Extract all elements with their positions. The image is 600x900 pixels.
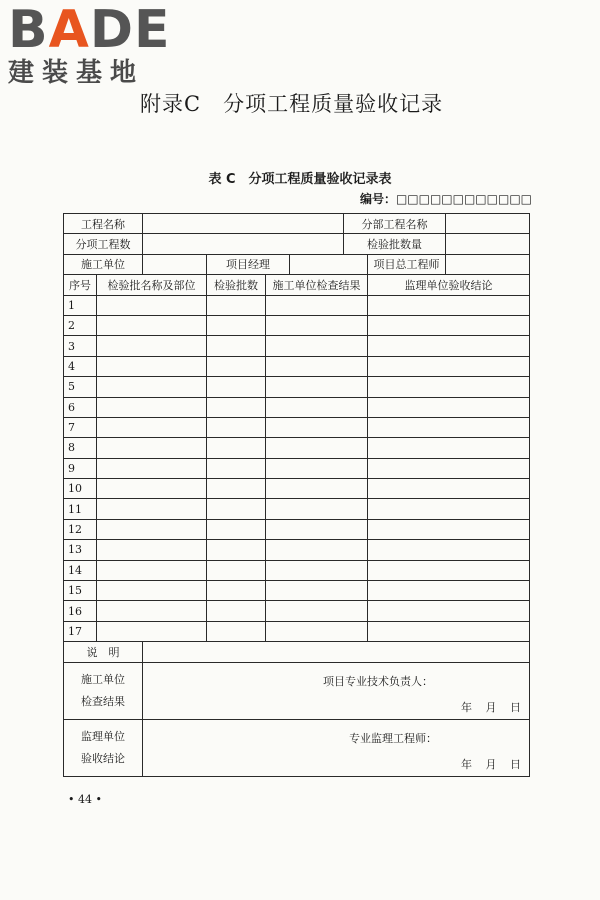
col-header-batch-name: 检验批名称及部位 xyxy=(97,275,207,295)
supervisor-conclusion-cell xyxy=(368,377,530,397)
contractor-result-cell xyxy=(266,336,368,356)
table-row xyxy=(64,458,530,478)
row-number: 14 xyxy=(64,560,97,580)
contractor-result-cell xyxy=(266,356,368,376)
batch-name-cell xyxy=(97,560,207,580)
col-header-contractor-result: 施工单位检查结果 xyxy=(266,275,368,295)
supervisor-conclusion-cell xyxy=(368,621,530,641)
batch-count-cell xyxy=(207,560,266,580)
contractor-result-cell xyxy=(266,560,368,580)
batch-count-cell xyxy=(207,397,266,417)
batch-count-label: 检验批数量 xyxy=(344,234,446,254)
batch-count-cell xyxy=(207,601,266,621)
table-row xyxy=(64,519,530,539)
table-row xyxy=(64,560,530,580)
supervisor-conclusion-cell xyxy=(368,295,530,315)
contractor-result-cell xyxy=(266,458,368,478)
batch-name-cell xyxy=(97,601,207,621)
supervisor-conclusion-cell xyxy=(368,581,530,601)
table-row xyxy=(64,417,530,437)
batch-name-cell xyxy=(97,458,207,478)
row-number: 3 xyxy=(64,336,97,356)
supervisor-conclusion-cell xyxy=(368,601,530,621)
batch-count-value xyxy=(446,234,530,254)
row-number: 6 xyxy=(64,397,97,417)
supervisor-engineer-signature: 专业监理工程师： xyxy=(349,732,437,746)
batch-count-cell xyxy=(207,581,266,601)
row-number: 4 xyxy=(64,356,97,376)
row-number: 15 xyxy=(64,581,97,601)
batch-name-cell xyxy=(97,621,207,641)
batch-count-cell xyxy=(207,377,266,397)
contractor-result-cell xyxy=(266,621,368,641)
contractor-check-box xyxy=(143,663,530,720)
code-label: 编号：□□□□□□□□□□□□ xyxy=(359,192,532,206)
subitem-count-label: 分项工程数 xyxy=(64,234,143,254)
contractor-tech-lead-signature: 项目专业技术负责人： xyxy=(323,675,433,689)
batch-count-cell xyxy=(207,336,266,356)
project-name-label: 工程名称 xyxy=(64,214,143,234)
subpart-name-value xyxy=(446,214,530,234)
supervisor-conclusion-cell xyxy=(368,479,530,499)
inspection-record-table xyxy=(63,213,530,777)
batch-count-cell xyxy=(207,356,266,376)
supervisor-conclusion-cell xyxy=(368,540,530,560)
supervisor-accept-label-line2: 验收结论 xyxy=(81,752,125,766)
supervisor-accept-date: 年 月 日 xyxy=(461,758,521,772)
project-name-value xyxy=(143,214,344,234)
project-manager-label: 项目经理 xyxy=(207,254,290,274)
chief-engineer-label: 项目总工程师 xyxy=(368,254,446,274)
table-row xyxy=(64,336,530,356)
batch-name-cell xyxy=(97,377,207,397)
supervisor-accept-box xyxy=(143,720,530,777)
row-number: 13 xyxy=(64,540,97,560)
table-row xyxy=(64,540,530,560)
supervisor-conclusion-cell xyxy=(368,458,530,478)
supervisor-conclusion-cell xyxy=(368,417,530,437)
batch-count-cell xyxy=(207,499,266,519)
batch-name-cell xyxy=(97,499,207,519)
col-header-seq: 序号 xyxy=(64,275,97,295)
contractor-result-cell xyxy=(266,479,368,499)
batch-count-cell xyxy=(207,295,266,315)
batch-count-cell xyxy=(207,315,266,335)
batch-name-cell xyxy=(97,438,207,458)
contractor-result-cell xyxy=(266,315,368,335)
contractor-check-label-line2: 检查结果 xyxy=(81,695,125,709)
contractor-result-cell xyxy=(266,417,368,437)
supervisor-conclusion-cell xyxy=(368,560,530,580)
row-number: 16 xyxy=(64,601,97,621)
supervisor-conclusion-cell xyxy=(368,336,530,356)
supervisor-accept-label xyxy=(64,720,143,777)
batch-count-cell xyxy=(207,417,266,437)
page-number: • 44 • xyxy=(68,793,102,806)
supervisor-conclusion-cell xyxy=(368,499,530,519)
batch-count-cell xyxy=(207,458,266,478)
table-row xyxy=(64,377,530,397)
contractor-value xyxy=(143,254,207,274)
batch-name-cell xyxy=(97,356,207,376)
table-row xyxy=(64,356,530,376)
table-row xyxy=(64,601,530,621)
batch-name-cell xyxy=(97,397,207,417)
project-manager-value xyxy=(290,254,368,274)
supervisor-conclusion-cell xyxy=(368,438,530,458)
logo-wordmark: BADE xyxy=(8,0,171,60)
batch-name-cell xyxy=(97,295,207,315)
col-header-supervisor-conclusion: 监理单位验收结论 xyxy=(368,275,530,295)
contractor-result-cell xyxy=(266,540,368,560)
batch-count-cell xyxy=(207,621,266,641)
row-number: 7 xyxy=(64,417,97,437)
subpart-name-label: 分部工程名称 xyxy=(344,214,446,234)
logo xyxy=(8,0,171,88)
contractor-result-cell xyxy=(266,377,368,397)
table-row xyxy=(64,499,530,519)
batch-name-cell xyxy=(97,479,207,499)
batch-count-cell xyxy=(207,438,266,458)
batch-name-cell xyxy=(97,336,207,356)
contractor-check-date: 年 月 日 xyxy=(461,701,521,715)
batch-count-cell xyxy=(207,479,266,499)
note-value xyxy=(143,642,530,663)
contractor-result-cell xyxy=(266,438,368,458)
row-number: 12 xyxy=(64,519,97,539)
batch-name-cell xyxy=(97,315,207,335)
supervisor-conclusion-cell xyxy=(368,397,530,417)
note-label: 说 明 xyxy=(64,642,143,663)
col-header-batch-count: 检验批数 xyxy=(207,275,266,295)
row-number: 17 xyxy=(64,621,97,641)
chief-engineer-value xyxy=(446,254,530,274)
table-title: 表 C 分项工程质量验收记录表 xyxy=(208,172,392,187)
table-row xyxy=(64,315,530,335)
row-number: 9 xyxy=(64,458,97,478)
table-row xyxy=(64,581,530,601)
row-number: 8 xyxy=(64,438,97,458)
supervisor-conclusion-cell xyxy=(368,519,530,539)
batch-count-cell xyxy=(207,519,266,539)
table-row xyxy=(64,397,530,417)
row-number: 2 xyxy=(64,315,97,335)
contractor-check-label-line1: 施工单位 xyxy=(81,673,125,687)
table-row xyxy=(64,438,530,458)
table-row xyxy=(64,621,530,641)
row-number: 11 xyxy=(64,499,97,519)
contractor-result-cell xyxy=(266,397,368,417)
contractor-result-cell xyxy=(266,519,368,539)
row-number: 5 xyxy=(64,377,97,397)
batch-name-cell xyxy=(97,417,207,437)
subitem-count-value xyxy=(143,234,344,254)
contractor-result-cell xyxy=(266,499,368,519)
row-number: 1 xyxy=(64,295,97,315)
table-row xyxy=(64,295,530,315)
contractor-result-cell xyxy=(266,601,368,621)
contractor-check-label xyxy=(64,663,143,720)
logo-subtitle: 建装基地 xyxy=(8,58,145,88)
table-row xyxy=(64,479,530,499)
contractor-result-cell xyxy=(266,295,368,315)
row-number: 10 xyxy=(64,479,97,499)
supervisor-conclusion-cell xyxy=(368,315,530,335)
batch-name-cell xyxy=(97,540,207,560)
batch-name-cell xyxy=(97,519,207,539)
batch-count-cell xyxy=(207,540,266,560)
contractor-result-cell xyxy=(266,581,368,601)
batch-name-cell xyxy=(97,581,207,601)
supervisor-accept-label-line1: 监理单位 xyxy=(81,730,125,744)
contractor-label: 施工单位 xyxy=(64,254,143,274)
supervisor-conclusion-cell xyxy=(368,356,530,376)
appendix-title: 附录C 分项工程质量验收记录 xyxy=(140,92,444,116)
